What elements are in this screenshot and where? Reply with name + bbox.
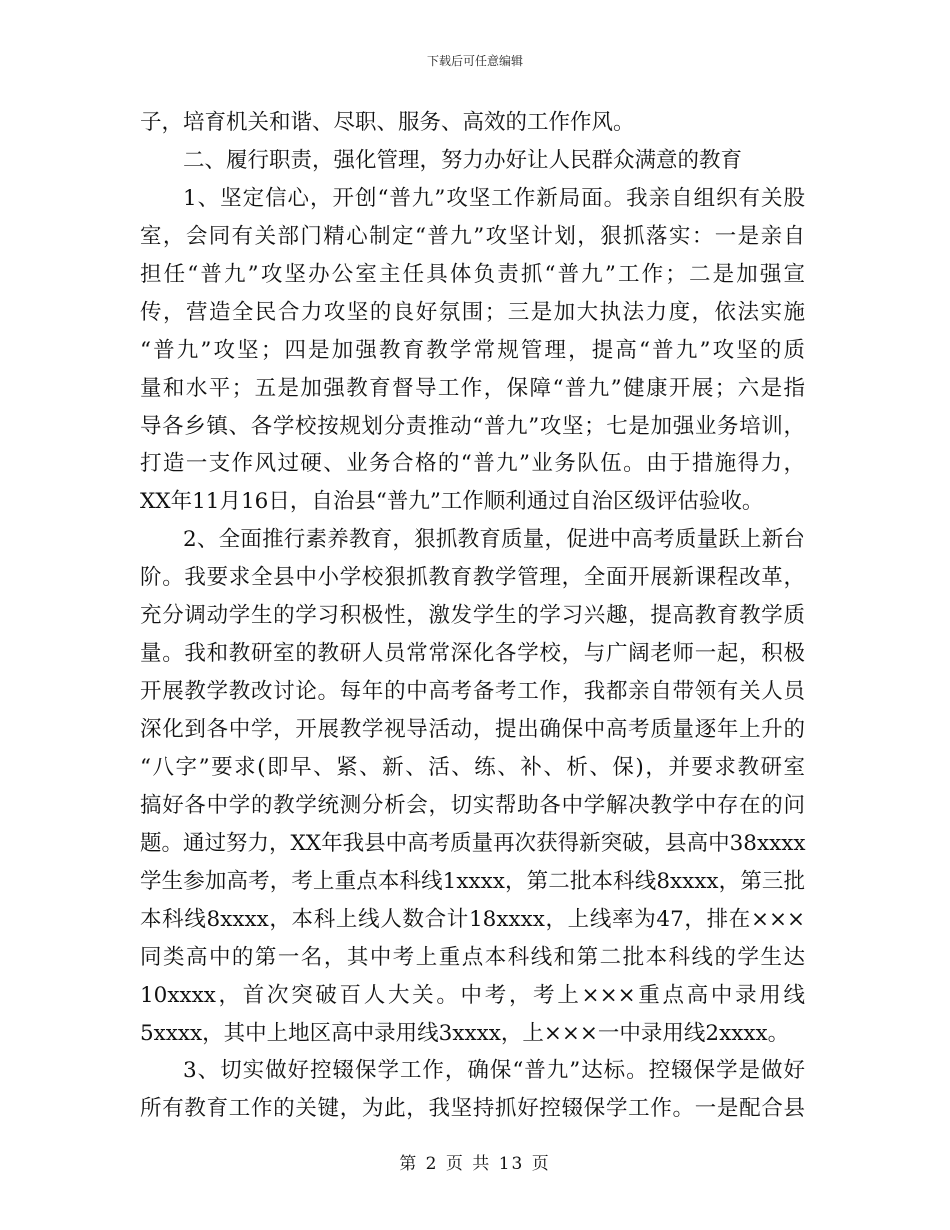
text-line: 传，营造全民合力攻坚的良好氛围；三是加大执法力度，依法实施 <box>140 299 805 325</box>
text-line: 打造一支作风过硬、业务合格的“普九”业务队伍。由于措施得力， <box>140 451 805 477</box>
text-line: 所有教育工作的关键，为此，我坚持抓好控辍保学工作。一是配合县 <box>140 1096 805 1122</box>
text-line: “普九”攻坚；四是加强教育教学常规管理，提高“普九”攻坚的质 <box>140 337 805 363</box>
text-line: 担任“普九”攻坚办公室主任具体负责抓“普九”工作；二是加强宣 <box>140 261 805 287</box>
text-line: 10xxxx，首次突破百人大关。中考，考上×××重点高中录用线 <box>140 982 805 1008</box>
text-line: 2、全面推行素养教育，狠抓教育质量，促进中高考质量跃上新台 <box>183 527 805 553</box>
text-line: 3、切实做好控辍保学工作，确保“普九”达标。控辍保学是做好 <box>183 1058 805 1084</box>
text-line: 二、履行职责，强化管理，努力办好让人民群众满意的教育 <box>183 147 743 173</box>
page-header: 下载后可任意编辑 <box>426 54 523 68</box>
text-line: XX年11月16日，自治县“普九”工作顺利通过自治区级评估验收。 <box>140 489 764 515</box>
page-footer: 第 2 页 共 13 页 <box>399 1154 551 1174</box>
text-line: 1、坚定信心，开创“普九”攻坚工作新局面。我亲自组织有关股 <box>183 185 805 211</box>
text-line: 本科线8xxxx，本科上线人数合计18xxxx，上线率为47，排在××× <box>140 906 805 932</box>
text-line: 子，培育机关和谐、尽职、服务、高效的工作作风。 <box>140 110 635 135</box>
text-line: 开展教学教改讨论。每年的中高考备考工作，我都亲自带领有关人员 <box>140 679 805 705</box>
text-line: 量和水平；五是加强教育督导工作，保障“普九”健康开展；六是指 <box>140 375 805 401</box>
text-line: 学生参加高考，考上重点本科线1xxxx，第二批本科线8xxxx，第三批 <box>140 868 805 894</box>
text-line: 导各乡镇、各学校按规划分责推动“普九”攻坚；七是加强业务培训， <box>140 413 805 439</box>
text-line: 同类高中的第一名，其中考上重点本科线和第二批本科线的学生达 <box>140 944 805 970</box>
text-line: “八字”要求(即早、紧、新、活、练、补、析、保)，并要求教研室 <box>140 754 805 780</box>
text-line: 题。通过努力，XX年我县中高考质量再次获得新突破，县高中38xxxx <box>140 830 806 856</box>
text-line: 阶。我要求全县中小学校狠抓教育教学管理，全面开展新课程改革， <box>140 565 805 591</box>
text-line: 深化到各中学，开展教学视导活动，提出确保中高考质量逐年上升的 <box>140 717 805 742</box>
text-line: 室，会同有关部门精心制定“普九”攻坚计划，狠抓落实：一是亲自 <box>140 223 805 249</box>
document-body <box>140 104 805 1128</box>
text-line: 量。我和教研室的教研人员常常深化各学校，与广阔老师一起，积极 <box>140 641 805 667</box>
text-line: 充分调动学生的学习积极性，激发学生的学习兴趣，提高教育教学质 <box>140 603 805 629</box>
text-line: 搞好各中学的教学统测分析会，切实帮助各中学解决教学中存在的问 <box>140 792 805 818</box>
text-line: 5xxxx，其中上地区高中录用线3xxxx，上×××一中录用线2xxxx。 <box>140 1020 790 1046</box>
